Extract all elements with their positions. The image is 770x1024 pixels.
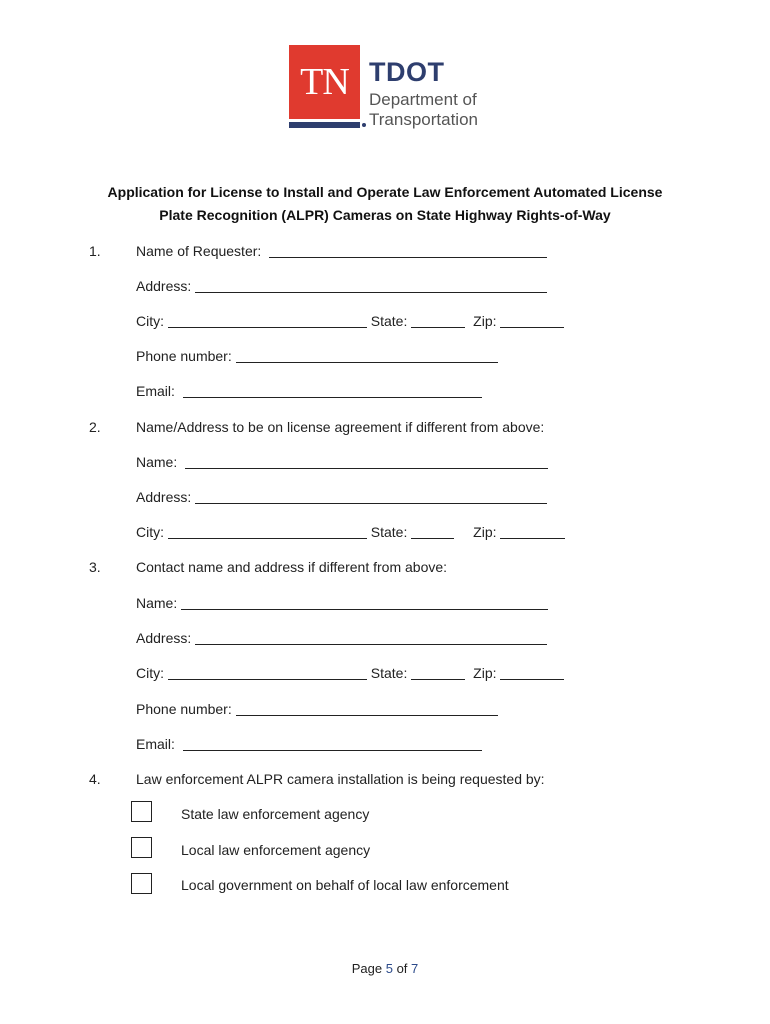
contact-email-field[interactable]	[183, 735, 482, 751]
tdot-logo	[289, 45, 489, 135]
license-state-field[interactable]	[411, 523, 454, 539]
local-agency-option-label: Local law enforcement agency	[181, 842, 371, 858]
requester-email-row	[136, 382, 482, 400]
requester-phone-label: Phone number:	[136, 348, 232, 364]
contact-state-field[interactable]	[411, 664, 465, 680]
requester-zip-label: Zip:	[473, 313, 497, 329]
state-agency-checkbox[interactable]	[131, 801, 152, 822]
requester-phone-field[interactable]	[236, 347, 498, 363]
contact-email-row	[136, 735, 482, 753]
requester-name-row	[136, 242, 547, 260]
requester-city-field[interactable]	[168, 312, 367, 328]
license-name-field[interactable]	[185, 453, 548, 469]
page-of: of	[396, 961, 408, 976]
section-4-heading: Law enforcement ALPR camera installation is being requested by:	[136, 771, 545, 787]
contact-zip-label: Zip:	[473, 665, 497, 681]
requester-email-field[interactable]	[183, 382, 482, 398]
requester-name-label: Name of Requester:	[136, 243, 262, 259]
logo-tdot: TDOT	[369, 57, 445, 87]
contact-phone-field[interactable]	[236, 700, 498, 716]
requester-zip-field[interactable]	[500, 312, 564, 328]
section-2-heading: Name/Address to be on license agreement if different from above:	[136, 419, 545, 435]
logo-dot	[362, 123, 366, 127]
contact-zip-field[interactable]	[500, 664, 564, 680]
local-agency-checkbox[interactable]	[131, 837, 152, 858]
local-government-checkbox[interactable]	[131, 873, 152, 894]
license-city-row	[136, 523, 565, 541]
page-number	[0, 960, 770, 978]
requester-address-label: Address:	[136, 278, 192, 294]
requester-address-field[interactable]	[195, 277, 547, 293]
contact-state-label: State:	[370, 665, 408, 681]
contact-city-row	[136, 664, 564, 682]
license-name-row	[136, 453, 548, 471]
section-3-heading: Contact name and address if different from above:	[136, 559, 448, 575]
section-4-number: 4.	[89, 771, 101, 787]
contact-phone-label: Phone number:	[136, 701, 232, 717]
requester-phone-row	[136, 347, 498, 365]
requester-city-label: City:	[136, 313, 164, 329]
contact-address-label: Address:	[136, 630, 192, 646]
section-3-number: 3.	[89, 559, 101, 575]
contact-name-row	[136, 594, 548, 612]
contact-city-label: City:	[136, 665, 164, 681]
license-state-label: State:	[370, 524, 408, 540]
license-city-label: City:	[136, 524, 164, 540]
license-address-field[interactable]	[195, 488, 547, 504]
logo-transportation: Transportation	[369, 110, 478, 129]
current-page: 5	[385, 961, 393, 976]
contact-name-label: Name:	[136, 595, 178, 611]
form-title-line1: Application for License to Install and Operate Law Enforcement Automated License	[107, 184, 663, 200]
contact-address-row	[136, 629, 547, 647]
section-2-number: 2.	[89, 419, 101, 435]
license-address-row	[136, 488, 547, 506]
requester-state-field[interactable]	[411, 312, 465, 328]
license-zip-field[interactable]	[500, 523, 565, 539]
license-city-field[interactable]	[168, 523, 367, 539]
page-prefix: Page	[351, 961, 383, 976]
form-title-line2: Plate Recognition (ALPR) Cameras on State Highway Rights-of-Way	[159, 207, 611, 223]
contact-phone-row	[136, 700, 498, 718]
logo-underline	[289, 122, 360, 128]
contact-name-field[interactable]	[181, 594, 548, 610]
local-government-option-label: Local government on behalf of local law enforcement	[181, 877, 509, 893]
section-1-number: 1.	[89, 243, 101, 259]
license-address-label: Address:	[136, 489, 192, 505]
logo-department: Department of	[369, 90, 477, 109]
requester-email-label: Email:	[136, 383, 175, 399]
tn-logo-text: TN	[300, 61, 349, 103]
license-zip-label: Zip:	[473, 524, 497, 540]
contact-city-field[interactable]	[168, 664, 367, 680]
license-name-label: Name:	[136, 454, 178, 470]
state-agency-option-label: State law enforcement agency	[181, 806, 370, 822]
requester-name-field[interactable]	[269, 242, 547, 258]
total-pages: 7	[411, 961, 419, 976]
requester-city-row	[136, 312, 564, 330]
requester-address-row	[136, 277, 547, 295]
requester-state-label: State:	[370, 313, 408, 329]
contact-address-field[interactable]	[195, 629, 547, 645]
contact-email-label: Email:	[136, 736, 175, 752]
